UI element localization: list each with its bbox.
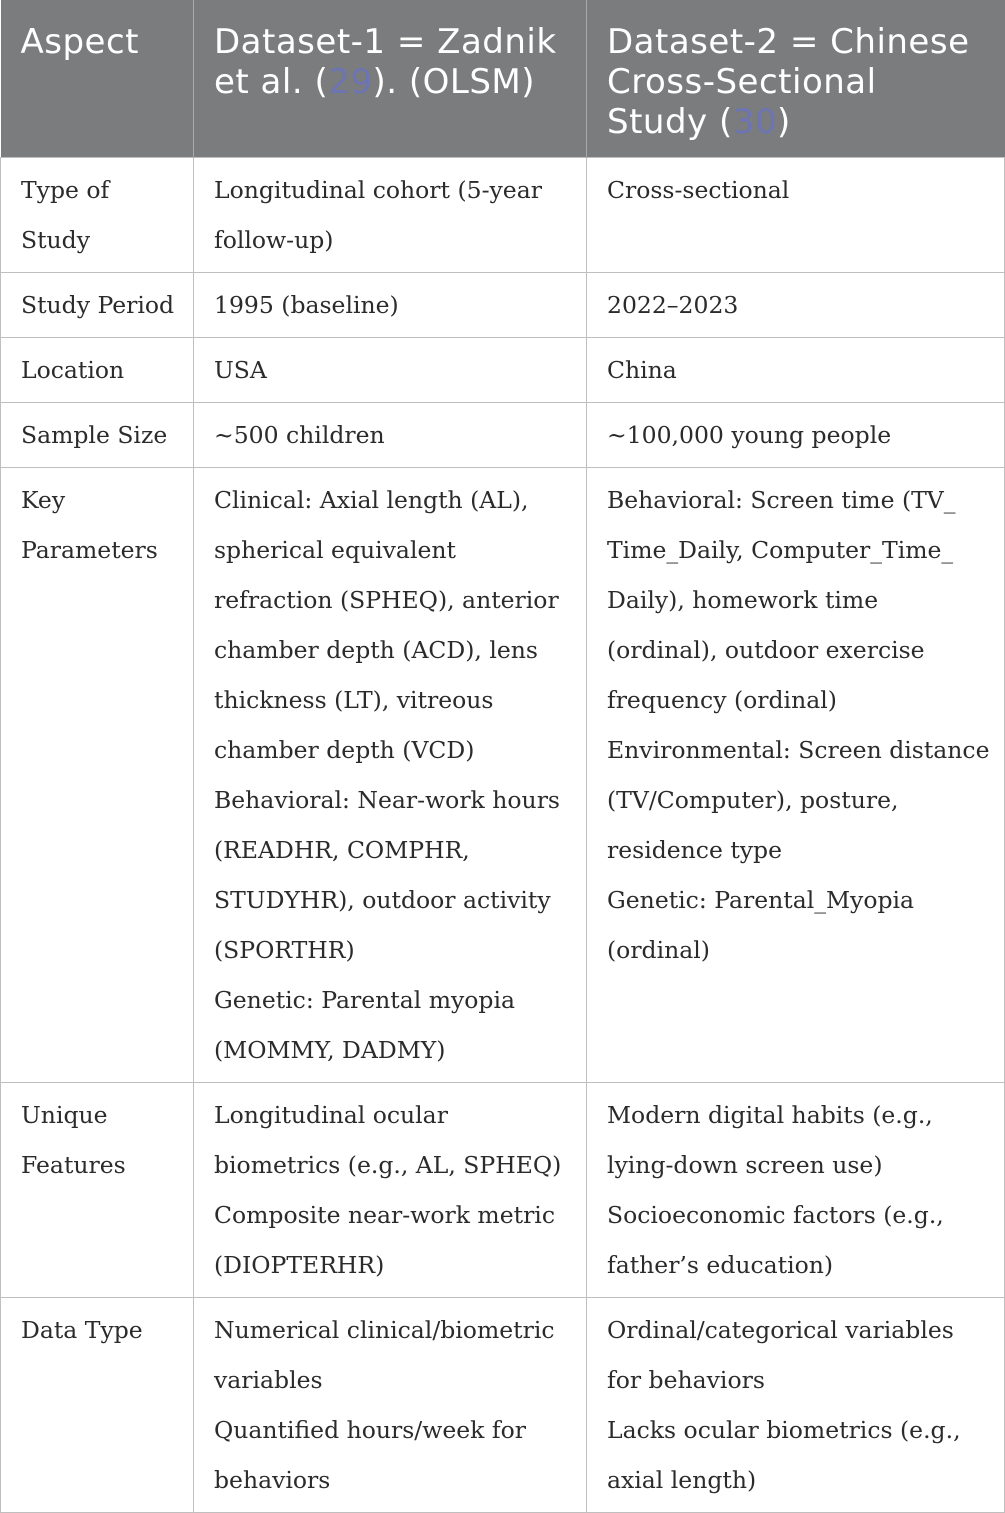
cell-text: Ordinal/categorical variables for behaviors	[607, 1316, 954, 1394]
reference-link-29[interactable]: 29	[328, 62, 373, 102]
header-dataset-2-suffix: )	[777, 102, 791, 142]
header-dataset-1-text: Dataset-1 = Zadnik et al. (	[214, 22, 557, 102]
header-row	[1, 0, 1005, 158]
cell-text: USA	[214, 356, 267, 384]
header-dataset-2-text: Dataset-2 = Chinese Cross-Sectional Study (	[607, 22, 970, 142]
cell-aspect: Sample Size	[1, 403, 194, 468]
cell-dataset-2	[587, 403, 1005, 468]
table-row-sample-size	[1, 403, 1005, 468]
header-dataset-1-suffix: ). (OLSM)	[372, 62, 536, 102]
reference-link-30[interactable]: 30	[732, 102, 778, 142]
cell-dataset-1	[194, 468, 587, 1083]
cell-text: Genetic: Parental_Myopia (ordinal)	[607, 886, 915, 964]
cell-text: Environmental: Screen distance (TV/Computer), posture, residence type	[607, 736, 990, 864]
cell-text: China	[607, 356, 677, 384]
cell-dataset-2	[587, 158, 1005, 273]
header-dataset-2	[587, 0, 1005, 158]
cell-dataset-2	[587, 338, 1005, 403]
cell-text: Behavioral: Screen time (TV_ Time_Daily, Computer_Time_ Daily), homework time (ordinal), outdoor exercise frequency (ordinal)	[607, 486, 956, 714]
header-aspect: Aspect	[1, 0, 194, 158]
cell-dataset-1	[194, 403, 587, 468]
cell-dataset-1	[194, 158, 587, 273]
cell-dataset-1	[194, 1298, 587, 1513]
cell-text: Longitudinal cohort (5-year follow-up)	[214, 176, 542, 254]
table-row-study-period	[1, 273, 1005, 338]
cell-text: ~500 children	[214, 421, 385, 449]
cell-dataset-1	[194, 338, 587, 403]
table-row-unique-features	[1, 1083, 1005, 1298]
cell-text: Composite near-work metric (DIOPTERHR)	[214, 1201, 555, 1279]
cell-text: Clinical: Axial length (AL), spherical equivalent refraction (SPHEQ), anterior chamber depth (ACD), lens thickness (LT), vitreous chamber depth (VCD)	[214, 486, 559, 764]
cell-text: Lacks ocular biometrics (e.g., axial length)	[607, 1416, 961, 1494]
header-dataset-1	[194, 0, 587, 158]
table-row-location	[1, 338, 1005, 403]
cell-text: ~100,000 young people	[607, 421, 892, 449]
cell-aspect: Data Type	[1, 1298, 194, 1513]
cell-aspect: Key Parameters	[1, 468, 194, 1083]
cell-dataset-2	[587, 1298, 1005, 1513]
cell-text: Cross-sectional	[607, 176, 790, 204]
cell-text: Quantified hours/week for behaviors	[214, 1416, 526, 1494]
cell-text: Modern digital habits (e.g., lying-down screen use)	[607, 1101, 933, 1179]
table-row-key-parameters	[1, 468, 1005, 1083]
cell-aspect: Type of Study	[1, 158, 194, 273]
cell-dataset-2	[587, 273, 1005, 338]
cell-text: Socioeconomic factors (e.g., father’s education)	[607, 1201, 944, 1279]
cell-text: Behavioral: Near-work hours (READHR, COMPHR, STUDYHR), outdoor activity (SPORTHR)	[214, 786, 560, 964]
table-row-data-type	[1, 1298, 1005, 1513]
cell-aspect: Unique Features	[1, 1083, 194, 1298]
cell-text: 2022–2023	[607, 291, 739, 319]
cell-dataset-1	[194, 1083, 587, 1298]
cell-dataset-2	[587, 1083, 1005, 1298]
cell-aspect: Location	[1, 338, 194, 403]
cell-text: 1995 (baseline)	[214, 291, 399, 319]
cell-aspect: Study Period	[1, 273, 194, 338]
cell-dataset-2	[587, 468, 1005, 1083]
table-row-type-of-study	[1, 158, 1005, 273]
cell-dataset-1	[194, 273, 587, 338]
cell-text: Longitudinal ocular biometrics (e.g., AL, SPHEQ)	[214, 1101, 562, 1179]
cell-text: Numerical clinical/biometric variables	[214, 1316, 555, 1394]
cell-text: Genetic: Parental myopia (MOMMY, DADMY)	[214, 986, 515, 1064]
